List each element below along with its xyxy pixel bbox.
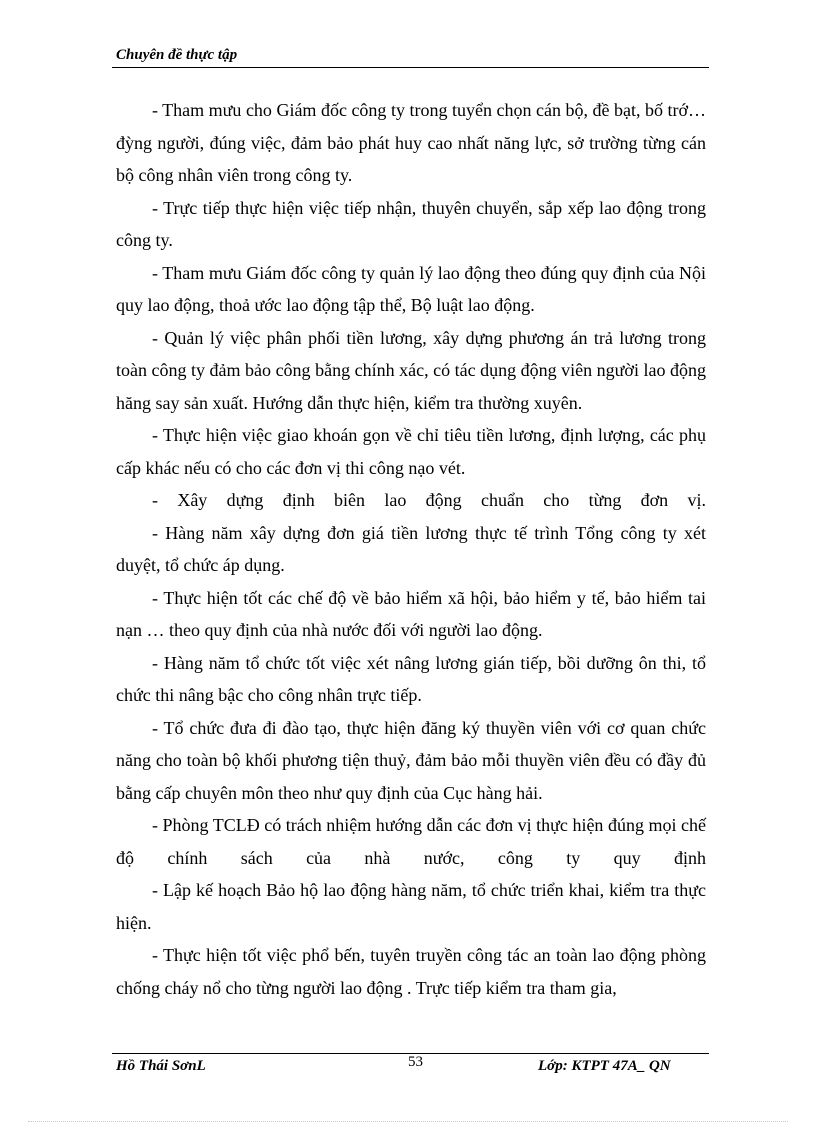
page-number: 53 [408, 1054, 423, 1070]
footer-class-label: Lớp: KTPT 47A_ QN [538, 1058, 671, 1074]
paragraph-9: - Hàng năm tổ chức tốt việc xét nâng lương gián tiếp, bồi dưỡng ôn thi, tổ chức thi nâng bậc cho công nhân trực tiếp. [116, 652, 706, 705]
paragraph-1: - Tham mưu cho Giám đốc công ty trong tuyển chọn cán bộ, đề bạt, bố trớ…đỳng người, đúng việc, đảm bảo phát huy cao nhất năng lực, sở trường từng cán bộ công nhân viên trong công ty. [116, 100, 706, 185]
paragraph-11: - Phòng TCLĐ có trách nhiệm hướng dẫn các đơn vị thực hiện đúng mọi chế độ chính sách của nhà nước, công ty quy định [116, 815, 706, 868]
paragraph-8: - Thực hiện tốt các chế độ về bảo hiểm xã hội, bảo hiểm y tế, bảo hiểm tai nạn … theo quy định của nhà nước đối với người lao động. [116, 587, 706, 640]
header-divider [112, 67, 709, 68]
paragraph-13: - Thực hiện tốt việc phổ bến, tuyên truyền công tác an toàn lao động phòng chống cháy nổ cho từng người lao động . Trực tiếp kiểm tra tham gia, [116, 945, 706, 998]
paragraph-5: - Thực hiện việc giao khoán gọn về chỉ tiêu tiền lương, định lượng, các phụ cấp khác nếu có cho các đơn vị thi công nạo vét. [116, 425, 706, 478]
page-header-title: Chuyên đề thực tập [116, 47, 238, 63]
paragraph-10: - Tổ chức đưa đi đào tạo, thực hiện đăng ký thuyền viên với cơ quan chức năng cho toàn bộ khối phương tiện thuỷ, đảm bảo mỗi thuyền viên đều có đầy đủ bằng cấp chuyên môn theo như quy định của Cục hàng hải. [116, 717, 706, 803]
paragraph-3: - Tham mưu Giám đốc công ty quản lý lao động theo đúng quy định của Nội quy lao động, thoả ước lao động tập thể, Bộ luật lao động. [116, 262, 706, 315]
paragraph-2: - Trực tiếp thực hiện việc tiếp nhận, thuyên chuyển, sắp xếp lao động trong công ty. [116, 197, 706, 250]
paragraph-6: - Xây dựng định biên lao động chuẩn cho từng đơn vị. [152, 490, 706, 510]
paragraph-12: - Lập kế hoạch Bảo hộ lao động hàng năm, tổ chức triển khai, kiểm tra thực hiện. [116, 880, 706, 933]
page-bottom-edge [28, 1121, 788, 1122]
footer-author: Hồ Thái SơnL [116, 1058, 206, 1074]
document-body [116, 94, 706, 1004]
paragraph-4: - Quản lý việc phân phối tiền lương, xây dựng phương án trả lương trong toàn công ty đảm bảo công bằng chính xác, có tác dụng động viên người lao động hăng say sản xuất. Hướng dẫn thực hiện, kiểm tra thường xuyên. [116, 327, 706, 413]
paragraph-7: - Hàng năm xây dựng đơn giá tiền lương thực tế trình Tổng công ty xét duyệt, tổ chức áp dụng. [116, 522, 706, 575]
